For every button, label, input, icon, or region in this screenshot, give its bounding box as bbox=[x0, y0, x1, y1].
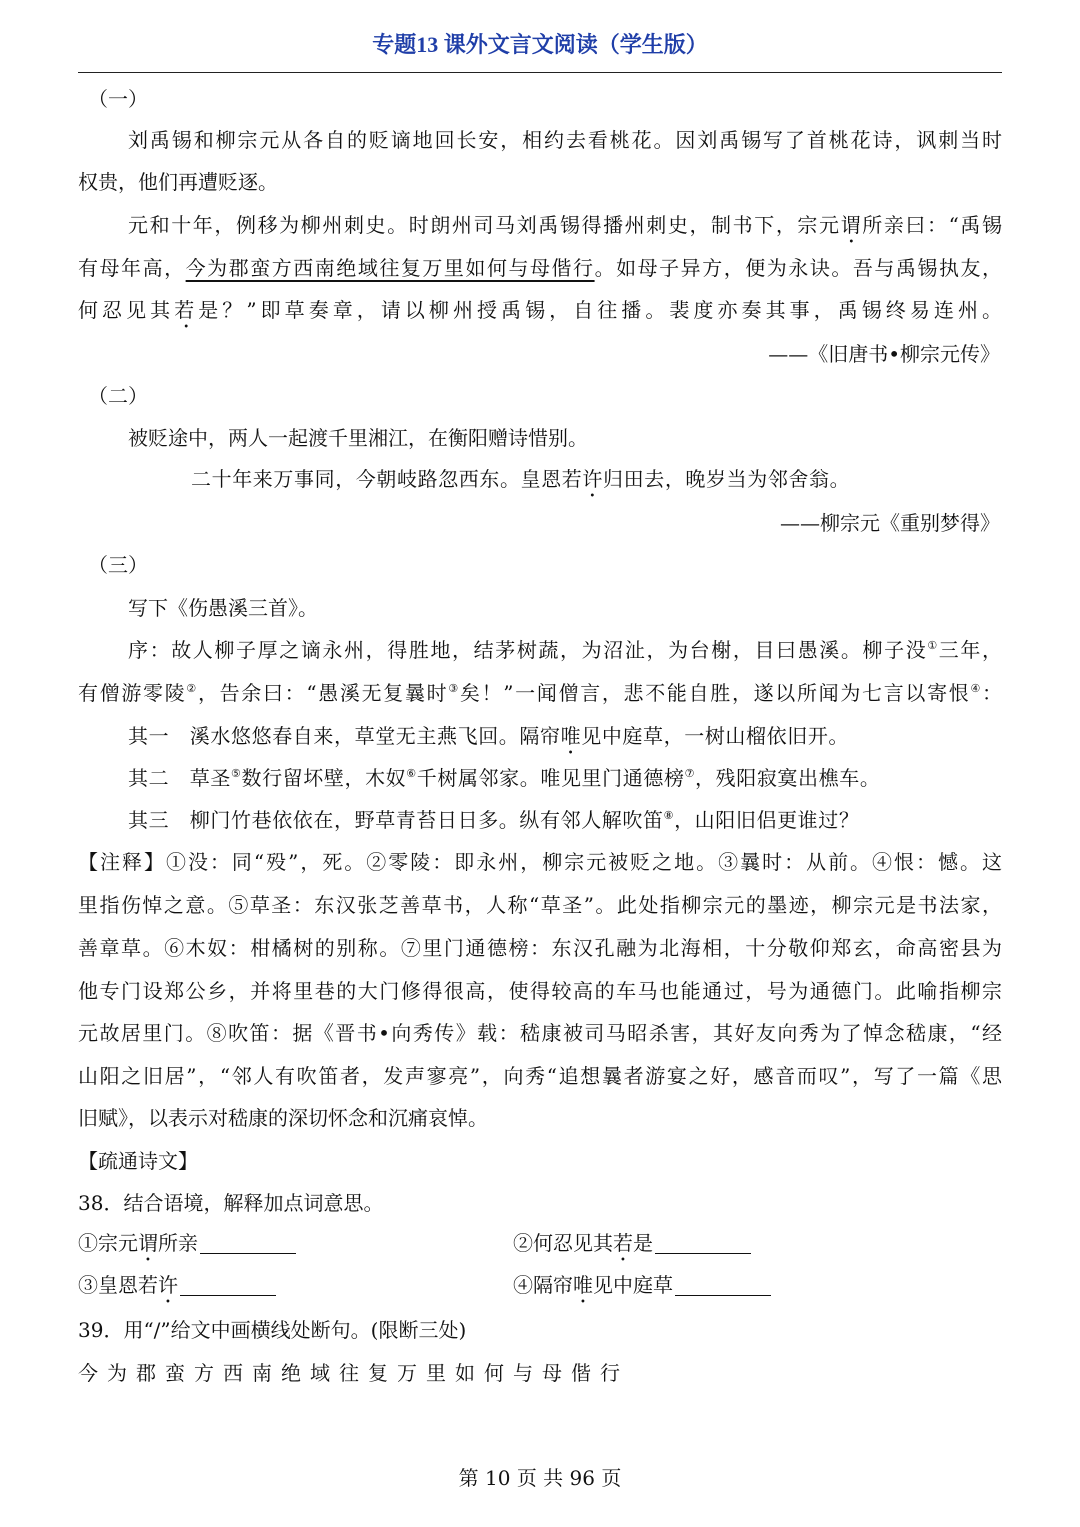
question-title: 38．结合语境，解释加点词意思。 bbox=[78, 1191, 384, 1215]
intro-line: 刘禹锡和柳宗元从各自的贬谪地回长安，相约去看桃花。因刘禹锡写了首桃花诗，讽刺当时 bbox=[128, 128, 1002, 152]
section-label: （二） bbox=[88, 384, 148, 408]
study-heading: 【疏通诗文】 bbox=[78, 1149, 198, 1173]
intro-line: 写下《伤愚溪三首》。 bbox=[128, 596, 318, 620]
note-line: 他专门设郑公乡，并将里巷的大门修得很高，使得较高的车马也能通过，号为通德门。此喻指柳宗 bbox=[78, 979, 1002, 1003]
section-label: （一） bbox=[88, 87, 148, 111]
section-label: （三） bbox=[88, 553, 148, 577]
note-line: 山阳之旧居”，“邻人有吹笛者，发声寥亮”，向秀“追想曩者游宴之好，感音而叹”，写了一篇《思 bbox=[78, 1064, 1002, 1088]
dotted-word: 唯 bbox=[560, 724, 582, 748]
note-line: 元故居里门。⑧吹笛：据《晋书•向秀传》载：嵇康被司马昭杀害，其好友向秀为了悼念嵇康，“经 bbox=[78, 1021, 1002, 1045]
answer-item: ②何忍见其若是 bbox=[513, 1229, 751, 1266]
source-citation: ——柳宗元《重别梦得》 bbox=[780, 511, 1000, 535]
page-header: 专题13 课外文言文阅读（学生版） bbox=[372, 32, 708, 57]
answer-blank[interactable] bbox=[675, 1275, 771, 1296]
header-rule bbox=[78, 72, 1002, 73]
dotted-word: 若 bbox=[174, 298, 199, 322]
source-citation: ——《旧唐书•柳宗元传》 bbox=[768, 342, 1000, 366]
answer-blank[interactable] bbox=[655, 1233, 751, 1254]
note-line: 里指伤悼之意。⑤草圣：东汉张芝善草书，人称“草圣”。此处指柳宗元的墨迹，柳宗元是书法家， bbox=[78, 893, 1002, 917]
poem-line: 其三 柳门竹巷依依在，野草青苔日日多。纵有邻人解吹笛⑧，山阳旧侣更谁过？ bbox=[128, 808, 860, 832]
poem-line: 其二 草圣⑤数行留坏壁，木奴⑥千树属邻家。唯见里门通德榜⑦，残阳寂寞出樵车。 bbox=[128, 766, 881, 790]
dotted-word: 谓 bbox=[840, 213, 863, 237]
text-line: 有母年高，今为郡蛮方西南绝域往复万里如何与母偕行。如母子异方，便为永诀。吾与禹锡执友， bbox=[78, 256, 1003, 280]
note-line: 【注释】①没：同“殁”，死。②零陵：即永州，柳宗元被贬之地。③曩时：从前。④恨：憾。这 bbox=[78, 850, 1002, 874]
note-line: 旧赋》，以表示对嵇康的深切怀念和沉痛哀悼。 bbox=[78, 1106, 488, 1130]
poem-line: 二十年来万事同，今朝岐路忽西东。皇恩若许归田去，晚岁当为邻舍翁。 bbox=[191, 467, 851, 491]
answer-blank[interactable] bbox=[180, 1275, 276, 1296]
poem-line: 其一 溪水悠悠春自来，草堂无主燕飞回。隔帘唯见中庭草，一树山榴依旧开。 bbox=[128, 724, 850, 748]
note-line: 善章草。⑥木奴：柑橘树的别称。⑦里门通德榜：东汉孔融为北海相，十分敬仰郑玄，命高密县为 bbox=[78, 936, 1002, 960]
dotted-word: 许 bbox=[582, 467, 604, 491]
preface-line: 有僧游零陵②，告余曰：“愚溪无复曩时③矣！”一闻僧言，悲不能自胜，遂以所闻为七言以寄恨④： bbox=[78, 681, 1002, 705]
text-line: 何忍见其若是？”即草奏章，请以柳州授禹锡，自往播。裴度亦奏其事，禹锡终易连州。 bbox=[78, 298, 1002, 322]
dotted-word: 若 bbox=[613, 1231, 633, 1255]
answer-item: ①宗元谓所亲 bbox=[78, 1229, 296, 1266]
preface-line: 序：故人柳子厚之谪永州，得胜地，结茅树蔬，为沼沚，为台榭，目曰愚溪。柳子没①三年， bbox=[128, 638, 1003, 662]
text-line: 元和十年，例移为柳州刺史。时朗州司马刘禹锡得播州刺史，制书下，宗元谓所亲曰：“禹锡 bbox=[128, 213, 1003, 237]
dotted-word: 许 bbox=[158, 1273, 178, 1297]
dotted-word: 唯 bbox=[573, 1273, 593, 1297]
page-number: 第 10 页 共 96 页 bbox=[458, 1466, 622, 1490]
answer-item: ④隔帘唯见中庭草 bbox=[513, 1271, 771, 1308]
intro-line: 被贬途中，两人一起渡千里湘江，在衡阳赠诗惜别。 bbox=[128, 426, 588, 450]
question-title: 39．用“/”给文中画横线处断句。(限断三处) bbox=[78, 1318, 467, 1342]
dotted-word: 谓 bbox=[138, 1231, 158, 1255]
intro-line: 权贵，他们再遭贬逐。 bbox=[78, 170, 278, 194]
answer-item: ③皇恩若许 bbox=[78, 1271, 276, 1308]
sentence-to-punctuate: 今为郡蛮方西南绝域往复万里如何与母偕行 bbox=[78, 1361, 629, 1385]
underlined-sentence: 今为郡蛮方西南绝域往复万里如何与母偕行 bbox=[185, 256, 595, 280]
answer-blank[interactable] bbox=[200, 1233, 296, 1254]
